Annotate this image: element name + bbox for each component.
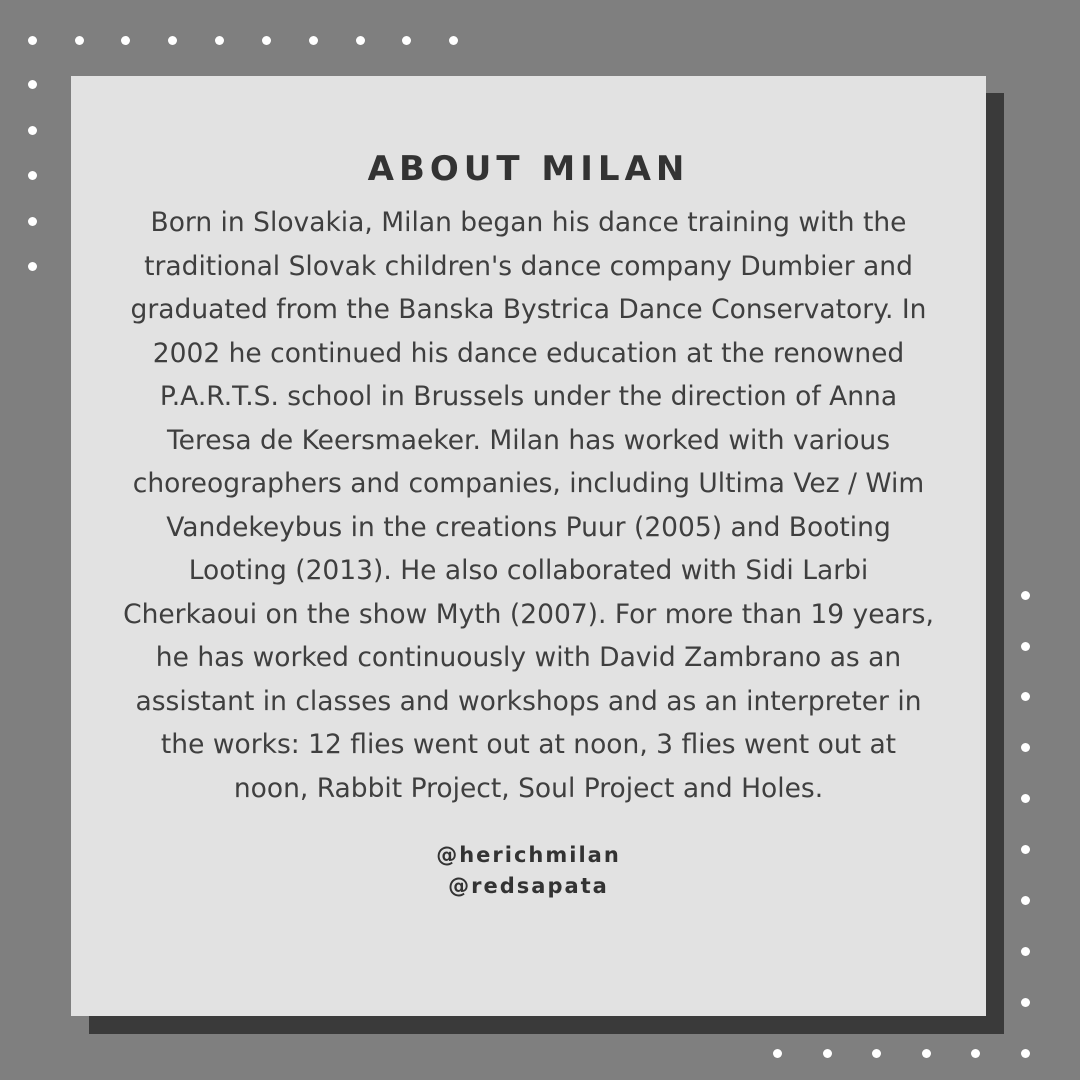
decorative-dot bbox=[922, 1049, 931, 1058]
social-handle-herichmilan[interactable]: @herichmilan bbox=[436, 843, 621, 867]
decorative-dot bbox=[1021, 896, 1030, 905]
decorative-dot bbox=[872, 1049, 881, 1058]
decorative-dot bbox=[823, 1049, 832, 1058]
decorative-dot bbox=[1021, 1049, 1030, 1058]
decorative-dot bbox=[28, 80, 37, 89]
decorative-dot bbox=[121, 36, 130, 45]
decorative-dot bbox=[773, 1049, 782, 1058]
decorative-dot bbox=[28, 217, 37, 226]
decorative-dot bbox=[402, 36, 411, 45]
decorative-dot bbox=[1021, 692, 1030, 701]
decorative-dot bbox=[971, 1049, 980, 1058]
decorative-dot bbox=[1021, 998, 1030, 1007]
decorative-dot bbox=[1021, 845, 1030, 854]
decorative-dot bbox=[28, 36, 37, 45]
decorative-dot bbox=[28, 171, 37, 180]
card-title: ABOUT MILAN bbox=[367, 149, 690, 189]
bio-text: Born in Slovakia, Milan began his dance training with the traditional Slovak children's dance company Dumbier and graduated from the Banska Bystrica Dance Conservatory. In 2002 he continued his dance education at the renowned P.A.R.T.S. school in Brussels under the direction of Anna Teresa de Keersmaeker. Milan has worked with various choreographers and companies, including Ultima Vez / Wim Vandekeybus in the creations Puur (2005) and Booting Looting (2013). He also collaborated with Sidi Larbi Cherkaoui on the show Myth (2007). For more than 19 years, he has worked continuously with David Zambrano as an assistant in classes and workshops and as an interpreter in the works: 12 flies went out at noon, 3 flies went out at noon, Rabbit Project, Soul Project and Holes. bbox=[123, 207, 934, 804]
decorative-dot bbox=[28, 262, 37, 271]
decorative-dot bbox=[215, 36, 224, 45]
social-handle-redsapata[interactable]: @redsapata bbox=[448, 874, 609, 898]
decorative-dot bbox=[1021, 794, 1030, 803]
about-card bbox=[71, 76, 986, 1016]
decorative-dot bbox=[1021, 642, 1030, 651]
social-handles bbox=[123, 840, 934, 902]
decorative-dot bbox=[168, 36, 177, 45]
decorative-dot bbox=[75, 36, 84, 45]
decorative-dot bbox=[449, 36, 458, 45]
decorative-dot bbox=[28, 126, 37, 135]
decorative-dot bbox=[1021, 591, 1030, 600]
decorative-dot bbox=[1021, 743, 1030, 752]
decorative-dot bbox=[1021, 947, 1030, 956]
decorative-dot bbox=[309, 36, 318, 45]
decorative-dot bbox=[356, 36, 365, 45]
decorative-dot bbox=[262, 36, 271, 45]
